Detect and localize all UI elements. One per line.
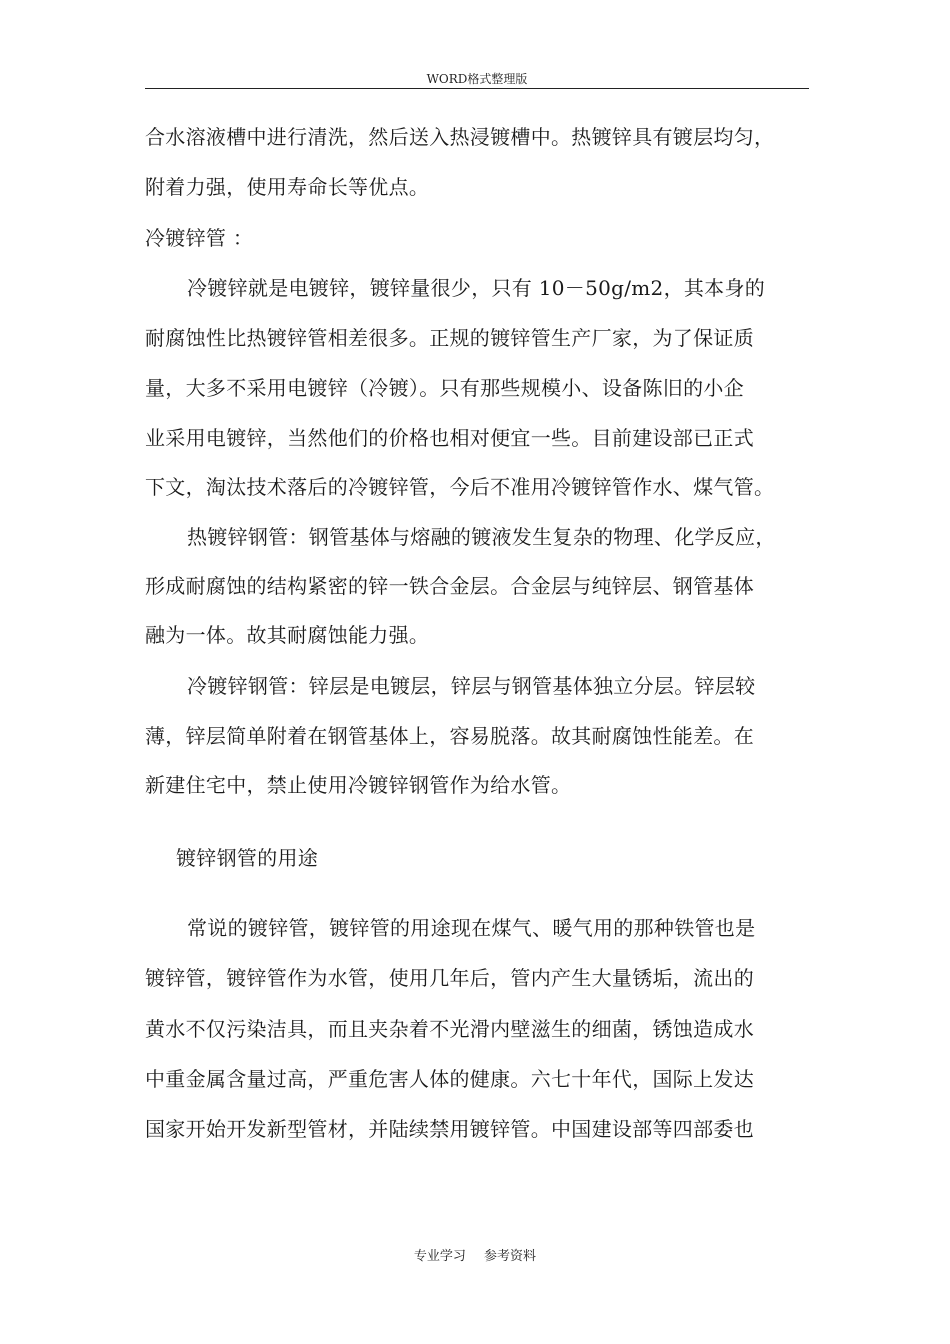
body-line: 业采用电镀锌，当然他们的价格也相对便宜一些。目前建设部已正式: [145, 426, 754, 450]
section-heading-pipe-uses: 镀锌钢管的用途: [176, 846, 319, 870]
body-line: 下文，淘汰技术落后的冷镀锌管，今后不准用冷镀锌管作水、煤气管。: [145, 475, 775, 499]
body-line: 国家开始开发新型管材，并陆续禁用镀锌管。中国建设部等四部委也: [145, 1117, 754, 1141]
section-heading-cold-galvanized-pipe: 冷镀锌管 ：: [145, 226, 254, 250]
body-line: 耐腐蚀性比热镀锌管相差很多。正规的镀锌管生产厂家，为了保证质: [145, 326, 754, 350]
header-divider: [145, 88, 809, 89]
body-line: 薄，锌层简单附着在钢管基体上，容易脱落。故其耐腐蚀性能差。在: [145, 724, 754, 748]
body-line: 中重金属含量过高，严重危害人体的健康。六七十年代，国际上发达: [145, 1067, 754, 1091]
body-line: 镀锌管，镀锌管作为水管，使用几年后，管内产生大量锈垢，流出的: [145, 966, 754, 990]
body-line: 形成耐腐蚀的结构紧密的锌一铁合金层。合金层与纯锌层、钢管基体: [145, 574, 754, 598]
body-line: 冷镀锌就是电镀锌，镀锌量很少，只有 10－50g/m2，其本身的: [187, 276, 766, 300]
body-line: 融为一体。故其耐腐蚀能力强。: [145, 623, 430, 647]
body-line: 合水溶液槽中进行清洗，然后送入热浸镀槽中。热镀锌具有镀层均匀，: [145, 125, 775, 149]
body-line: 热镀锌钢管：钢管基体与熔融的镀液发生复杂的物理、化学反应，: [187, 525, 776, 549]
body-line: 黄水不仅污染洁具，而且夹杂着不光滑内壁滋生的细菌，锈蚀造成水: [145, 1017, 754, 1041]
body-line: 冷镀锌钢管：锌层是电镀层，锌层与钢管基体独立分层。锌层较: [187, 674, 756, 698]
body-line: 量，大多不采用电镀锌（冷镀）。只有那些规模小、设备陈旧的小企: [145, 376, 744, 400]
page-header: WORD格式整理版: [426, 72, 528, 86]
page-footer: 专业学习 参考资料: [413, 1249, 537, 1264]
body-line: 常说的镀锌管，镀锌管的用途现在煤气、暖气用的那种铁管也是: [187, 916, 756, 940]
body-line: 新建住宅中，禁止使用冷镀锌钢管作为给水管。: [145, 773, 572, 797]
body-line: 附着力强，使用寿命长等优点。: [145, 175, 430, 199]
